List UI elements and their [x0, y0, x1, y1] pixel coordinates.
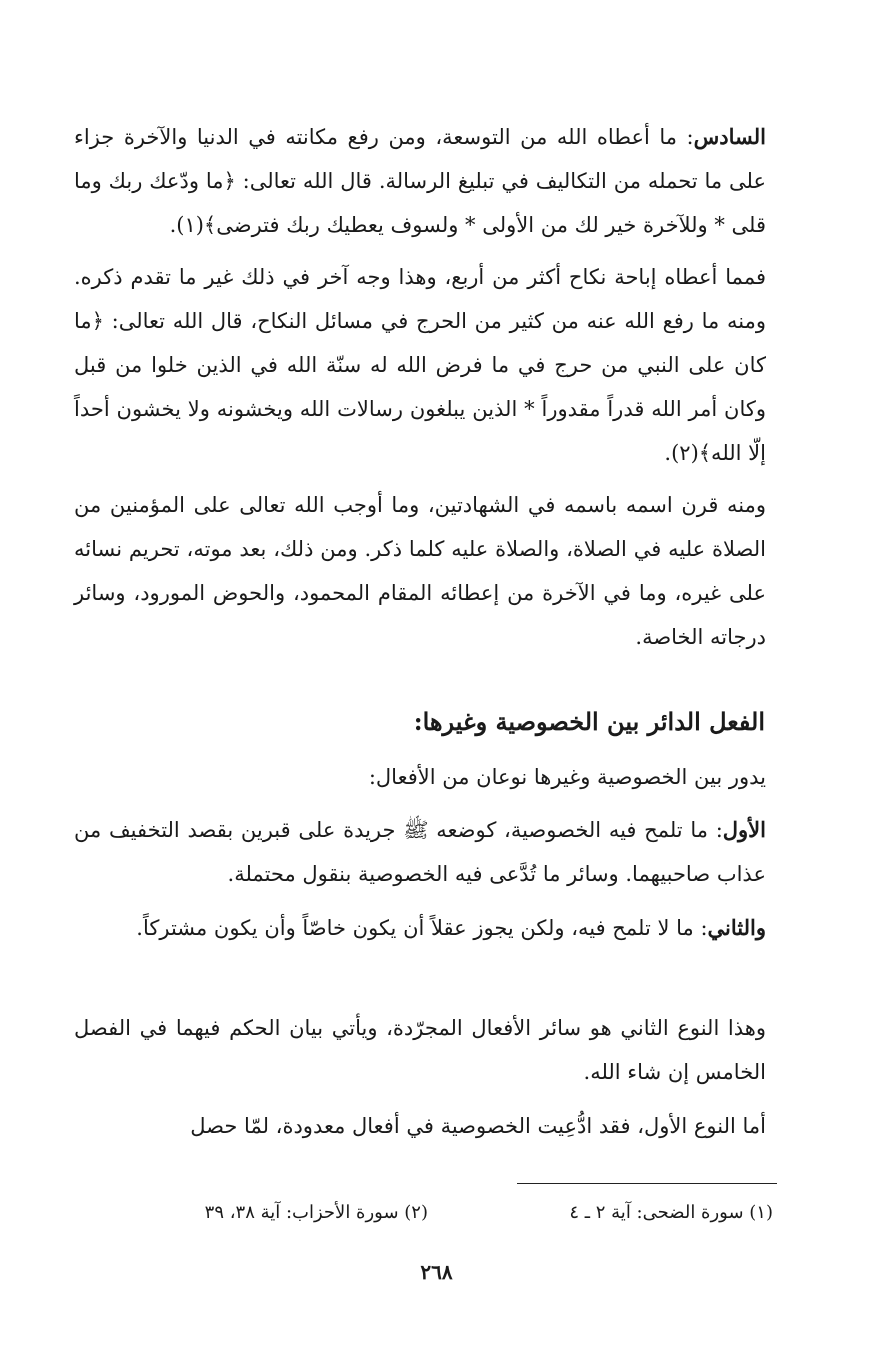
footnote-separator [517, 1183, 777, 1184]
paragraph-text: وهذا النوع الثاني هو سائر الأفعال المجرّدة، ويأتي بيان الحكم فيهما في الفصل الخامس إن شاء الله. [74, 1016, 766, 1084]
paragraph-text: : ما لا تلمح فيه، ولكن يجوز عقلاً أن يكون خاصّاً وأن يكون مشتركاً. [136, 916, 708, 940]
paragraph-text: فمما أعطاه إباحة نكاح أكثر من أربع، وهذا وجه آخر في ذلك غير ما تقدم ذكره. ومنه ما رفع الله عنه من كثير من الحرج في مسائل النكاح، قال الله تعالى: ﴿ما كان على النبي من حرج في ما فرض الله له سنّة الله في الذين خلوا من قبل وكان أمر الله قدراً مقدوراً * الذين يبلغون رسالات الله ويخشونه ولا يخشون أحداً إلّا الله﴾(٢). [74, 265, 766, 465]
section-heading: الفعل الدائر بين الخصوصية وغيرها: [413, 707, 765, 736]
page-number: ٢٦٨ [420, 1260, 453, 1284]
paragraph-text: ومنه قرن اسمه باسمه في الشهادتين، وما أوجب الله تعالى على المؤمنين من الصلاة عليه في الصلاة، والصلاة عليه كلما ذكر. ومن ذلك، بعد موته، تحريم نسائه على غيره، وما في الآخرة من إعطائه المقام المحمود، والحوض المورود، وسائر درجاته الخاصة. [74, 493, 766, 649]
paragraph-sixth-item [74, 115, 766, 247]
paragraph-text: أما النوع الأول، فقد ادُّعِيت الخصوصية في أفعال معدودة، لمّا حصل [190, 1114, 766, 1138]
paragraph-lead-word: السادس [693, 124, 766, 149]
paragraph-lead-word: والثاني [707, 915, 766, 940]
section-intro [369, 755, 766, 799]
paragraph-text: : ما تلمح فيه الخصوصية، كوضعه ﷺ جريدة على قبرين بقصد التخفيف من عذاب صاحبيهما. وسائر ما تُدَّعى فيه الخصوصية بنقول محتملة. [74, 818, 766, 886]
paragraph-second-type-detail [74, 1006, 766, 1094]
footnote-2: (٢) سورة الأحزاب: آية ٣٨، ٣٩ [204, 1202, 428, 1223]
paragraph-text: يدور بين الخصوصية وغيرها نوعان من الأفعال: [368, 765, 766, 789]
paragraph-marriage-permission [74, 255, 766, 475]
paragraph-lead-word: الأول [722, 817, 766, 842]
paragraph-first-type [74, 808, 766, 896]
paragraph-first-type-detail [74, 1104, 766, 1148]
footnote-1: (١) سورة الضحى: آية ٢ ـ ٤ [569, 1202, 773, 1223]
paragraph-text: : ما أعطاه الله من التوسعة، ومن رفع مكانته في الدنيا والآخرة جزاء على ما تحمله من التكاليف في تبليغ الرسالة. قال الله تعالى: ﴿ما ودّعك ربك وما قلى * وللآخرة خير لك من الأولى * ولسوف يعطيك ربك فترضى﴾(١). [74, 125, 766, 237]
paragraph-second-type [74, 906, 766, 950]
paragraph-name-association [74, 483, 766, 659]
